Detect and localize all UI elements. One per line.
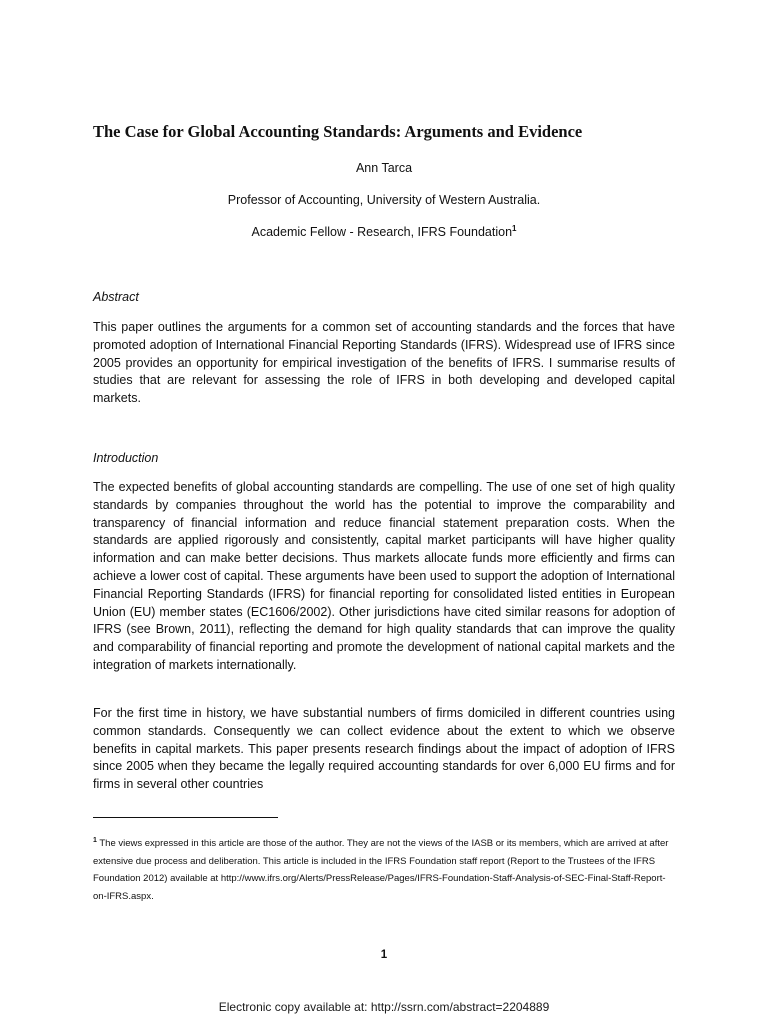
author-affiliation-primary: Professor of Accounting, University of Western Australia. (227, 193, 541, 207)
introduction-paragraph-1: The expected benefits of global accounting standards are compelling. The use of one set of high quality standards by companies throughout the world has the potential to improve the comparability and transparency of financial information and reduce financial statement preparation costs. When the standards are applied rigorously and consistently, capital market participants will have higher quality information and can make better decisions. Thus markets allocate funds more efficiently and firms can achieve a lower cost of capital. These arguments have been used to support the adoption of International Financial Reporting Standards (IFRS) for financial reporting for consolidated listed entities in European Union (EU) member states (EC1606/2002). Other jurisdictions have cited similar reasons for adoption of IFRS (see Brown, 2011), reflecting the demand for high quality standards that can improve the quality and comparability of financial reporting and promote the development of national capital markets and the integration of markets internationally. (93, 480, 675, 672)
page-number: 1 (380, 949, 388, 961)
introduction-heading: Introduction (93, 451, 159, 465)
abstract-heading: Abstract (93, 290, 139, 304)
footnote-marker[interactable]: 1 (512, 223, 517, 233)
author-affiliation-secondary (0, 223, 768, 241)
ssrn-availability-notice[interactable]: Electronic copy available at: http://ssrn.com/abstract=2204889 (218, 1000, 550, 1014)
footnote-text: The views expressed in this article are those of the author. They are not the views of the IASB or its members, which are arrived at after extensive due process and deliberation. This article is included in the IFRS Foundation staff report (Report to the Trustees of the IFRS Foundation 2012) available at http://www.ifrs.org/Alerts/PressRelease/Pages/IFRS-Foundation-Staff-Analysis-of-SEC-Final-Staff-Report-on-IFRS.aspx. (93, 838, 669, 902)
author-name: Ann Tarca (355, 161, 413, 175)
footnote-divider (93, 817, 278, 818)
abstract-text: This paper outlines the arguments for a common set of accounting standards and the forces that have promoted adoption of International Financial Reporting Standards (IFRS). Widespread use of IFRS since 2005 provides an opportunity for empirical investigation of the benefits of IFRS. I summarise results of studies that are relevant for assessing the role of IFRS in both developing and developed capital markets. (93, 320, 675, 406)
paper-title: The Case for Global Accounting Standards: Arguments and Evidence (93, 122, 583, 141)
affiliation-secondary-text: Academic Fellow - Research, IFRS Foundation (251, 225, 513, 239)
introduction-paragraph-2: For the first time in history, we have substantial numbers of firms domiciled in different countries using common standards. Consequently we can collect evidence about the extent to which we observe benefits in capital markets. This paper presents research findings about the impact of adoption of IFRS since 2005 when they became the legally required accounting standards for over 6,000 EU firms and for firms in several other countries (93, 706, 675, 792)
footnote-number: 1 (93, 836, 97, 844)
footnote (93, 835, 675, 905)
